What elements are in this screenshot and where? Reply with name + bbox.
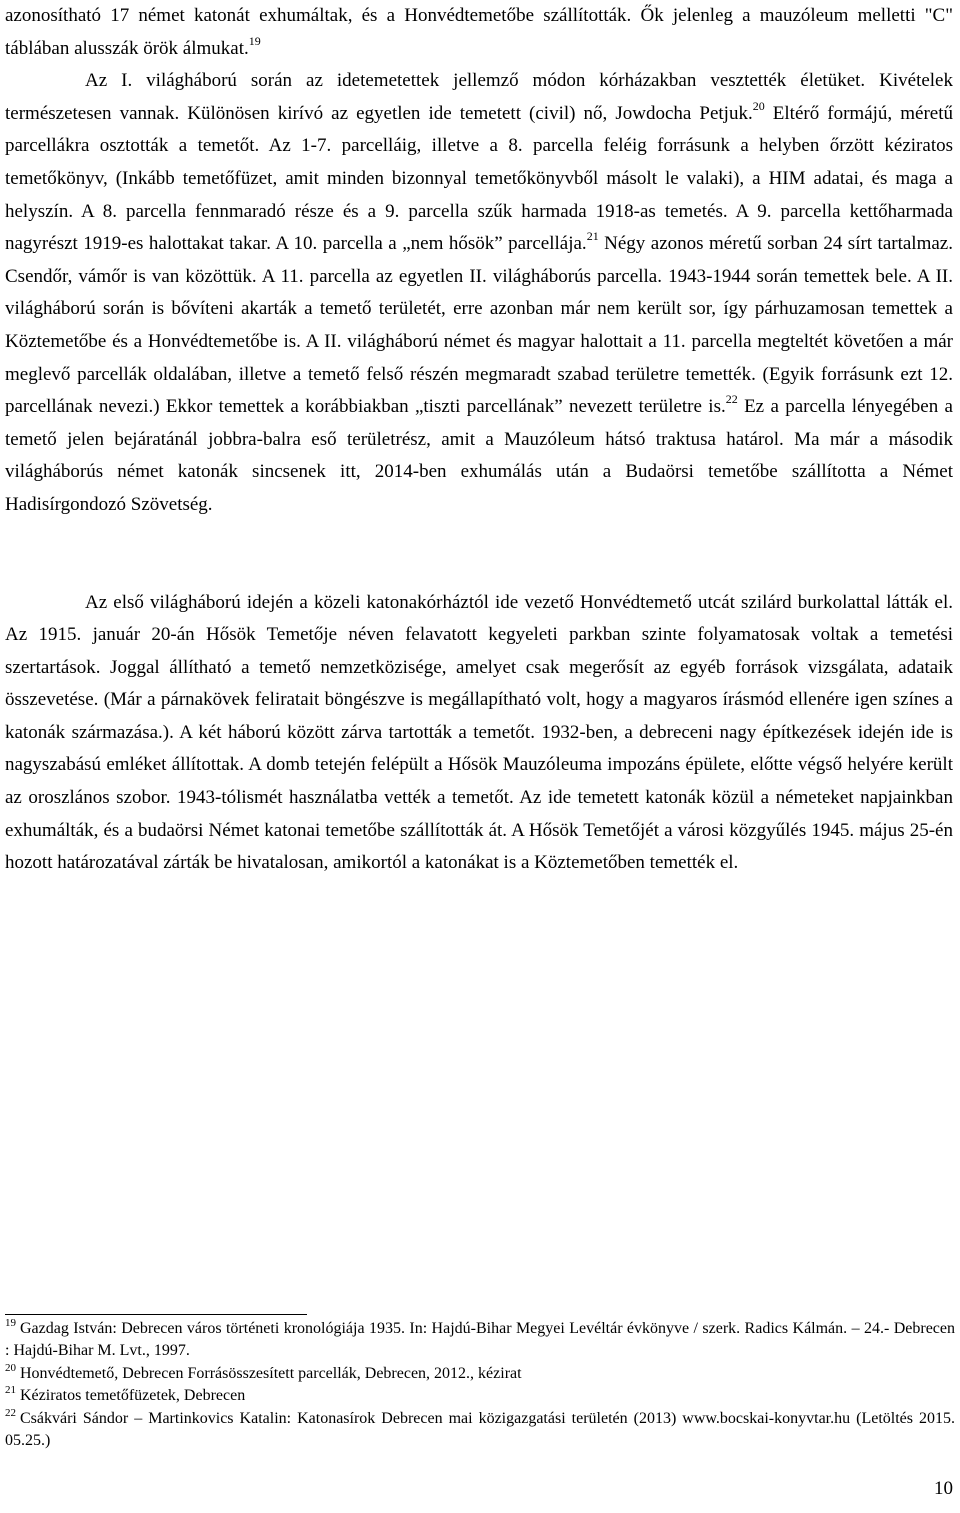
page-number: 10: [934, 1478, 953, 1499]
paragraph-2-seg1: Az I. világháború során az idetemetettek jellemző módon kórházakban vesztették életüket. Kivételek természetesen vannak. Különösen kirívó az egyetlen ide temetett (civil) nő, Jowdocha Petjuk.: [5, 70, 953, 124]
footnote-number: 22: [5, 1406, 16, 1419]
footnote-text: Csákvári Sándor – Martinkovics Katalin: Katonasírok Debrecen mai közigazgatási területén (2013) www.bocskai-konyvtar.hu (Letöltés 2015. 05.25.): [5, 1409, 955, 1450]
paragraph-3: [5, 587, 953, 880]
footnote-ref-19[interactable]: 19: [248, 33, 261, 48]
paragraph-2-seg2: Eltérő formájú, méretű parcellákra osztották a temetőt. Az 1-7. parcelláig, illetve a 8. parcella feléig forrásunk a helyben őrzött kéziratos temetőkönyv, (Inkább temetőfüzet, amit minden bizonnyal temetőkönyvből másolt le valaki), a HIM adatai, és maga a helyszín. A 8. parcella fennmaradó része és a 9. parcella szűk harmada 1918-as temetés. A 9. parcella kettőharmada nagyrészt 1919-es halottakat takar. A 10. parcella a „nem hősök” parcellája.: [5, 102, 953, 255]
paragraph-2-seg4: Ez a parcella lényegében a temető jelen bejáratánál jobbra-balra eső területrész, amit a Mauzóleum hátsó traktusa határol. Ma már a második világháborús német katonák sincsenek itt, 2014-ben exhumálás után a Budaörsi temetőbe szállította a Német Hadisírgondozó Szövetség.: [5, 396, 953, 515]
footnote-separator: [5, 1314, 307, 1315]
footnote-text: Kéziratos temetőfüzetek, Debrecen: [20, 1387, 246, 1405]
footnote-21: [5, 1385, 955, 1407]
footnote-text: Honvédtemető, Debrecen Forrásösszesített parcellák, Debrecen, 2012., kézirat: [20, 1364, 522, 1382]
paragraph-1: [5, 0, 953, 65]
footnote-19: [5, 1318, 955, 1363]
paragraph-1-text: azonosítható 17 német katonát exhumáltak, és a Honvédtemetőbe szállították. Ők jelenleg a mauzóleum melletti "C" táblában alusszák örök álmukat.: [5, 5, 953, 59]
paragraph-3-text: Az első világháború idején a közeli katonakórháztól ide vezető Honvédtemető utcát szilárd burkolattal látták el. Az 1915. január 20-án Hősök Temetője néven felavatott kegyeleti parkban szinte folyamatosak voltak a temetési szertartások. Joggal állítható a temető nemzetközisége, amelyet csak megerősít az egyéb források vizsgálata, adataik összevetése. (Már a párnakövek feliratait böngészve is megállapítható volt, hogy a magyaros írásmód ellenére igen színes a katonák származása.). A két háború között zárva tartották a temetőt. 1932-ben, a debreceni nagy építkezések idején ide is nagyszabású emléket állítottak. A domb tetején felépült a Hősök Mauzóleuma impozáns épülete, előtte végső helyére került az oroszlános szobor. 1943-tólismét használatba vették a temetőt. Az ide temetett katonák közül a németeket napjainkban exhumálták, és a budaörsi Német katonai temetőbe szállították át. A Hősök Temetőjét a városi közgyűlés 1945. május 25-én hozott határozatával zárták be hivatalosan, amikortól a katonákat is a Köztemetőben temették el.: [5, 591, 953, 874]
paragraph-2-seg3: Négy azonos méretű sorban 24 sírt tartalmaz. Csendőr, vámőr is van közöttük. A 11. parcella az egyetlen II. világháborús parcella. 1943-1944 során temettek bele. A II. világháború során is bővíteni akarták a temető területét, erre azonban már nem került sor, így párhuzamosan temettek a Köztemetőbe és a Honvédtemetőbe is. A II. világháború német és magyar halottait a 11. parcella megteltét követően a már meglevő parcellák oldalában, illetve a temető felső részén megmaradt szabad területre temették. (Egyik forrásunk ezt 12. parcellának nevezi.) Ekkor temettek a korábbiakban „tiszti parcellának” nevezett területre is.: [5, 233, 953, 418]
paragraph-2: [5, 65, 953, 521]
footnote-ref-22[interactable]: 22: [725, 392, 738, 407]
footnote-ref-20[interactable]: 20: [752, 98, 765, 113]
footnotes: [5, 1318, 955, 1452]
footnote-number: 20: [5, 1361, 16, 1374]
footnote-20: [5, 1363, 955, 1385]
footnote-ref-21[interactable]: 21: [586, 229, 599, 244]
footnote-22: [5, 1408, 955, 1453]
document-body: [5, 0, 953, 880]
footnote-text: Gazdag István: Debrecen város történeti kronológiája 1935. In: Hajdú-Bihar Megyei Levéltár évkönyve / szerk. Radics Kálmán. – 24.- Debrecen : Hajdú-Bihar M. Lvt., 1997.: [5, 1320, 955, 1360]
footnote-number: 19: [5, 1317, 16, 1329]
footnote-number: 21: [5, 1384, 16, 1397]
